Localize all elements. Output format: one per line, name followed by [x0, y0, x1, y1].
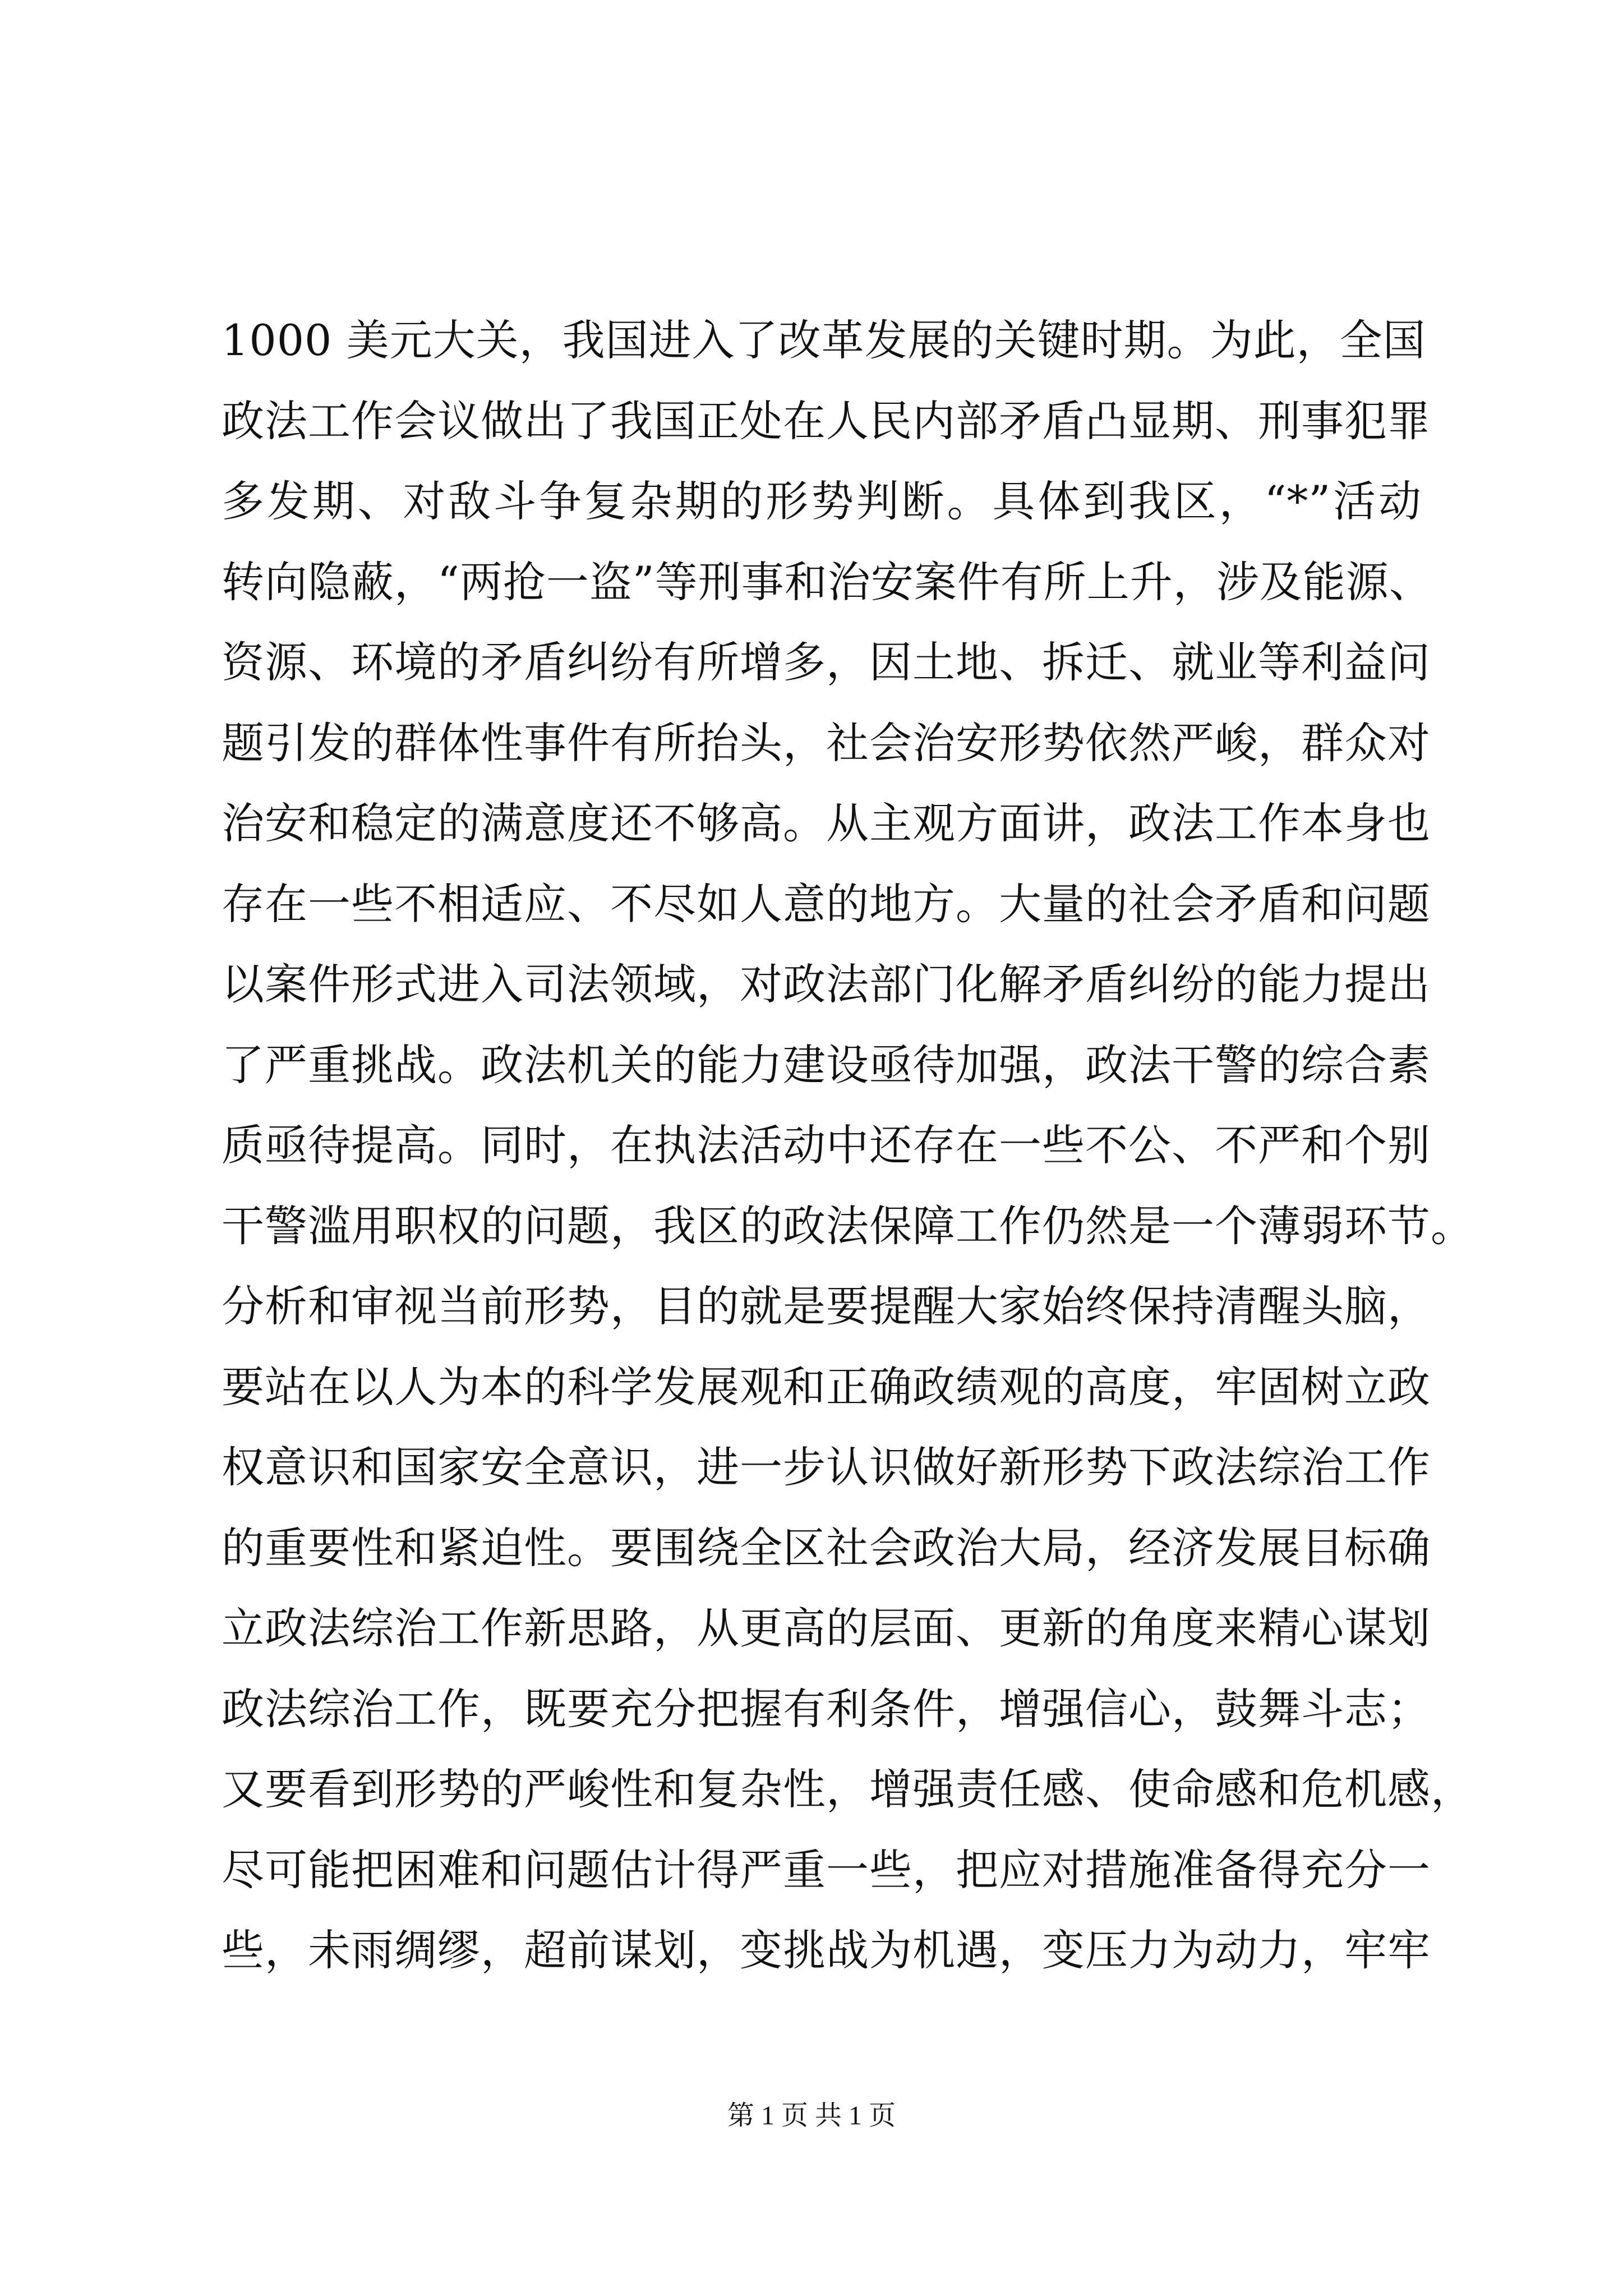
body-text — [222, 300, 1474, 1991]
text-line: 分析和审视当前形势，目的就是要提醒大家始终保持清醒头脑， — [222, 1281, 1431, 1331]
text-line: 政法工作会议做出了我国正处在人民内部矛盾凸显期、刑事犯罪 — [222, 395, 1431, 446]
text-line: 转向隐蔽，“两抢一盗”等刑事和治安案件有所上升，涉及能源、 — [222, 556, 1432, 607]
text-line: 些，未雨绸缪，超前谋划，变挑战为机遇，变压力为动力，牢牢 — [222, 1925, 1431, 1975]
text-line: 的重要性和紧迫性。要围绕全区社会政治大局，经济发展目标确 — [222, 1522, 1431, 1573]
page-number-label: 第 1 页 共 1 页 — [727, 2101, 896, 2131]
text-line: 资源、环境的矛盾纠纷有所增多，因土地、拆迁、就业等利益问 — [222, 637, 1431, 687]
text-line: 要站在以人为本的科学发展观和正确政绩观的高度，牢固树立政 — [222, 1361, 1431, 1412]
text-line: 题引发的群体性事件有所抬头，社会治安形势依然严峻，群众对 — [222, 717, 1431, 768]
text-line: 了严重挑战。政法机关的能力建设亟待加强，政法干警的综合素 — [222, 1039, 1431, 1090]
text-line: 治安和稳定的满意度还不够高。从主观方面讲，政法工作本身也 — [222, 798, 1431, 848]
text-line: 以案件形式进入司法领域，对政法部门化解矛盾纠纷的能力提出 — [222, 959, 1431, 1009]
page-footer — [0, 2099, 1623, 2133]
text-line: 政法综治工作，既要充分把握有利条件，增强信心，鼓舞斗志； — [222, 1683, 1431, 1734]
text-line: 多发期、对敌斗争复杂期的形势判断。具体到我区，“*”活动 — [222, 476, 1422, 526]
text-line: 1000 美元大关，我国进入了改革发展的关键时期。为此，全国 — [222, 315, 1426, 365]
text-line: 立政法综治工作新思路，从更高的层面、更新的角度来精心谋划 — [222, 1603, 1431, 1653]
text-line: 存在一些不相适应、不尽如人意的地方。大量的社会矛盾和问题 — [222, 878, 1431, 929]
text-line: 干警滥用职权的问题，我区的政法保障工作仍然是一个薄弱环节。 — [222, 1200, 1474, 1251]
text-line: 又要看到形势的严峻性和复杂性，增强责任感、使命感和危机感， — [222, 1764, 1474, 1814]
text-line: 权意识和国家安全意识，进一步认识做好新形势下政法综治工作 — [222, 1442, 1431, 1492]
text-line: 质亟待提高。同时，在执法活动中还存在一些不公、不严和个别 — [222, 1120, 1431, 1170]
text-line: 尽可能把困难和问题估计得严重一些，把应对措施准备得充分一 — [222, 1844, 1431, 1895]
